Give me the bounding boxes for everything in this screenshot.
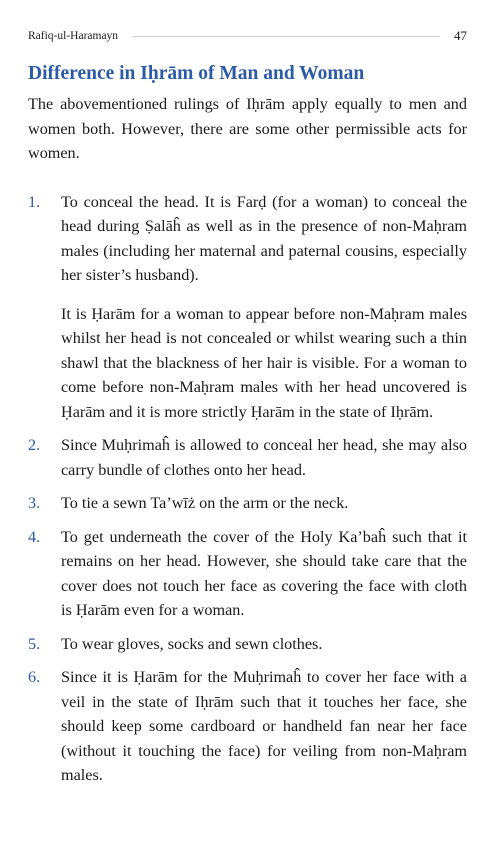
item-text <box>61 491 467 516</box>
item-number: 3. <box>28 494 41 512</box>
running-header <box>28 26 467 46</box>
item-paragraph: Since Muḥrimaĥ is allowed to conceal her head, she may also carry bundle of clothes onto her head. <box>61 436 467 479</box>
list-item <box>28 433 467 482</box>
book-title: Rafiq-ul-Haramayn <box>28 30 119 42</box>
list-item <box>28 525 467 623</box>
list-item <box>28 190 467 425</box>
page-number: 47 <box>454 28 467 43</box>
intro-paragraph: The abovementioned rulings of Iḥrām apply equally to men and women both. However, there are some other permissible acts for women. <box>28 95 467 162</box>
item-text <box>61 665 467 788</box>
item-paragraph: To conceal the head. It is Farḍ (for a woman) to conceal the head during Ṣalāĥ as well as in the presence of non-Maḥram males (including her maternal and paternal cousins, especially her sister’s husband). <box>61 192 467 284</box>
item-text <box>61 433 467 482</box>
item-number: 4. <box>28 527 41 546</box>
item-number: 6. <box>28 668 41 686</box>
section-heading: Difference in Iḥrām of Man and Woman <box>28 63 365 84</box>
list-item <box>28 491 467 516</box>
item-number: 2. <box>28 436 41 454</box>
list-item <box>28 665 467 788</box>
item-paragraph: To get underneath the cover of the Holy Ka’baĥ such that it remains on her head. However, she should take care that the cover does not touch her face as covering the face with cloth is Ḥarām even for a woman. <box>61 527 467 619</box>
item-text <box>61 190 467 425</box>
header-rule <box>132 36 440 37</box>
item-paragraph: To tie a sewn Ta’wīż on the arm or the neck. <box>61 494 349 512</box>
page-body <box>28 92 467 797</box>
item-number: 1. <box>28 192 41 211</box>
item-paragraph: Since it is Ḥarām for the Muḥrimaĥ to cover her face with a veil in the state of Iḥrām such that it touches her face, she should keep some cardboard or handheld fan near her face (without it touching the face) for veiling from non-Maḥram males. <box>61 668 467 784</box>
item-paragraph: It is Ḥarām for a woman to appear before non-Maḥram males whilst her head is not concealed or whilst wearing such a thin shawl that the blackness of her hair is visible. For a woman to come before non-Maḥram males with her head uncovered is Ḥarām and it is more strictly Ḥarām in the state of Iḥrām. <box>61 304 467 421</box>
list-item <box>28 632 467 657</box>
item-number: 5. <box>28 634 41 653</box>
item-paragraph: To wear gloves, socks and sewn clothes. <box>61 634 323 653</box>
item-text <box>61 632 467 657</box>
item-text <box>61 525 467 623</box>
